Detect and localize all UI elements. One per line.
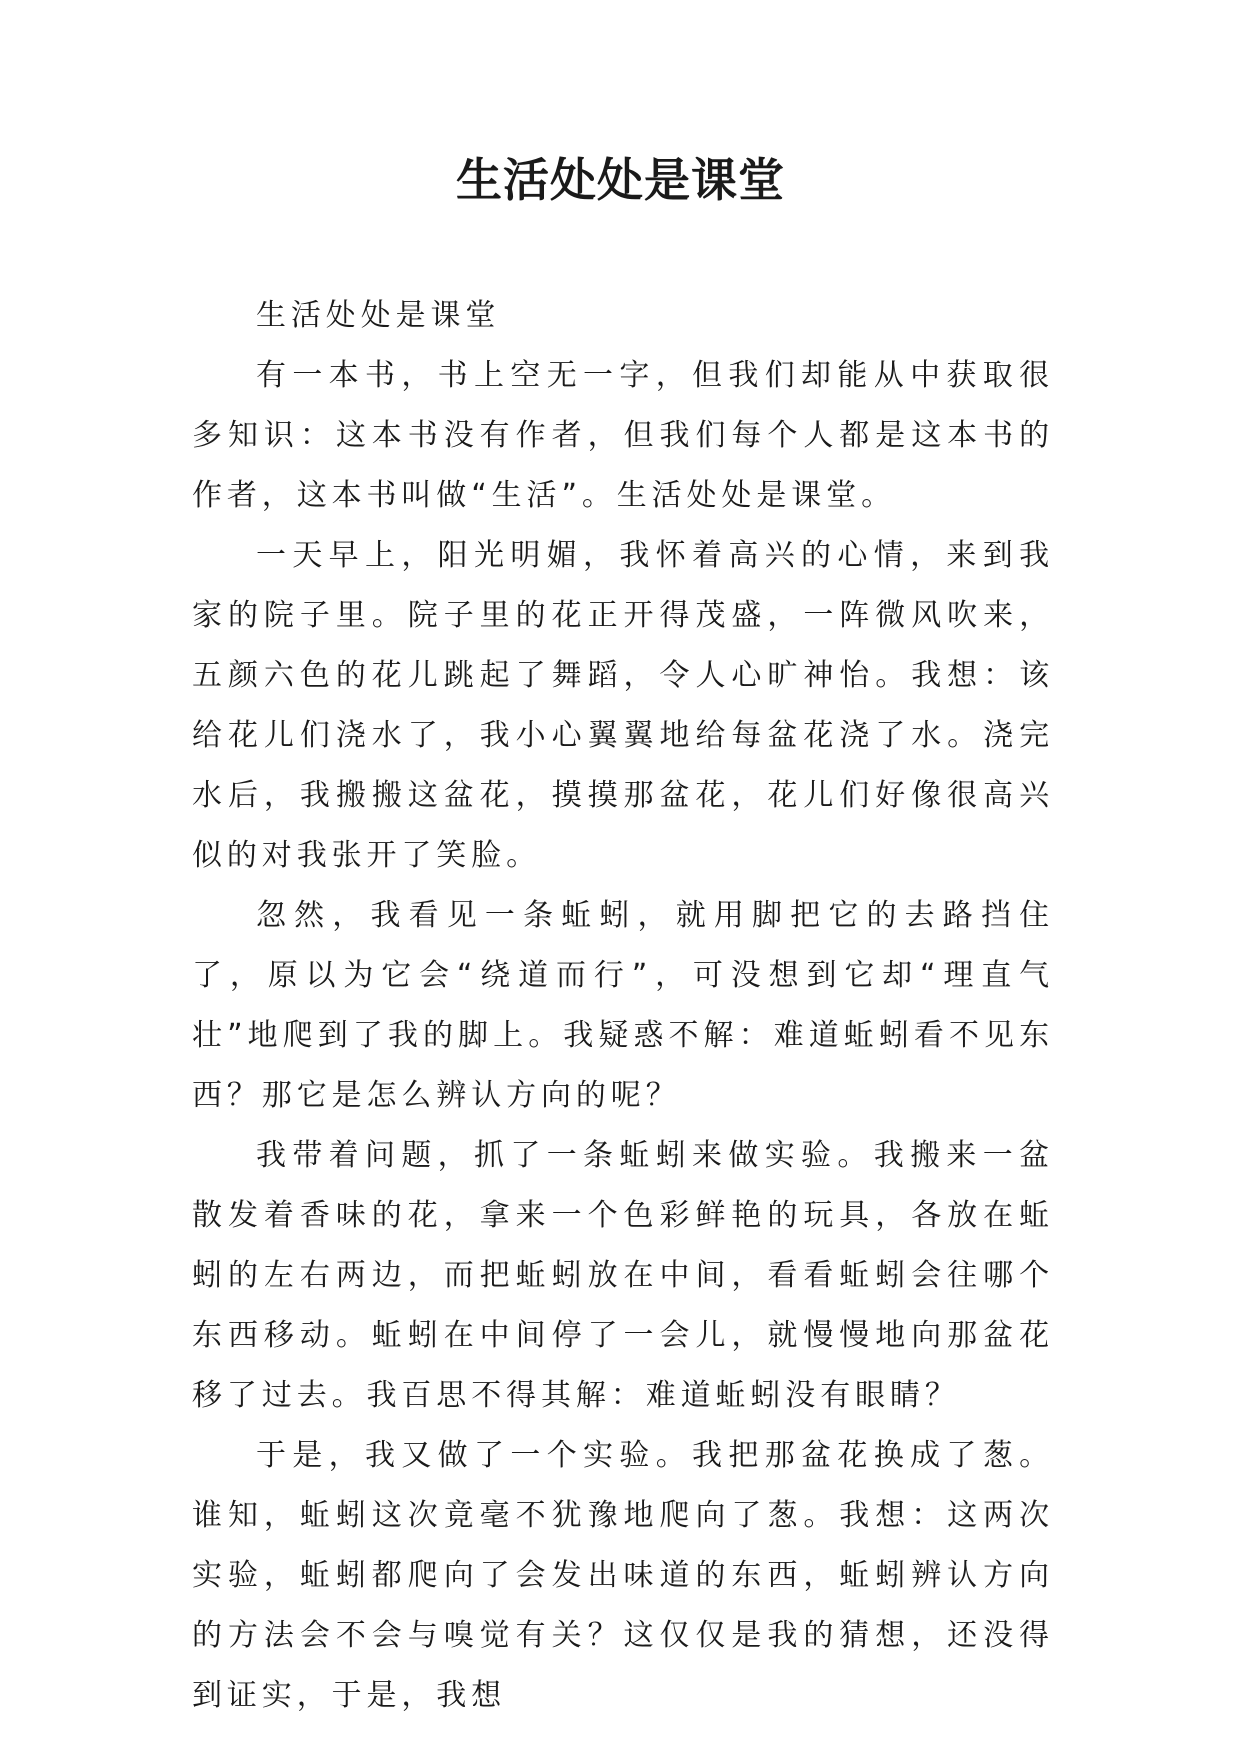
paragraph: 我带着问题，抓了一条蚯蚓来做实验。我搬来一盆散发着香味的花，拿来一个色彩鲜艳的玩具，各放在蚯蚓的左右两边，而把蚯蚓放在中间，看看蚯蚓会往哪个东西移动。蚯蚓在中间停了一会儿，就慢慢地向那盆花移了过去。我百思不得其解：难道蚯蚓没有眼睛？ <box>192 1138 1054 1413</box>
paragraph: 于是，我又做了一个实验。我把那盆花换成了葱。谁知，蚯蚓这次竟毫不犹豫地爬向了葱。我想：这两次实验，蚯蚓都爬向了会发出味道的东西，蚯蚓辨认方向的方法会不会与嗅觉有关？这仅仅是我的猜想，还没得到证实，于是，我想 <box>192 1438 1054 1713</box>
paragraph: 一天早上，阳光明媚，我怀着高兴的心情，来到我家的院子里。院子里的花正开得茂盛，一阵微风吹来，五颜六色的花儿跳起了舞蹈，令人心旷神怡。我想：该给花儿们浇水了，我小心翼翼地给每盆花浇了水。浇完水后，我搬搬这盆花，摸摸那盆花，花儿们好像很高兴似的对我张开了笑脸。 <box>192 538 1054 873</box>
paragraph: 有一本书，书上空无一字，但我们却能从中获取很多知识：这本书没有作者，但我们每个人都是这本书的作者，这本书叫做“生活”。生活处处是课堂。 <box>192 358 1054 513</box>
document-title: 生活处处是课堂 <box>456 153 785 207</box>
paragraph-subtitle: 生活处处是课堂 <box>256 298 501 333</box>
document-body <box>192 286 1054 1726</box>
paragraph: 忽然，我看见一条蚯蚓，就用脚把它的去路挡住了，原以为它会“绕道而行”，可没想到它却“理直气壮”地爬到了我的脚上。我疑惑不解：难道蚯蚓看不见东西？那它是怎么辨认方向的呢？ <box>192 898 1054 1113</box>
